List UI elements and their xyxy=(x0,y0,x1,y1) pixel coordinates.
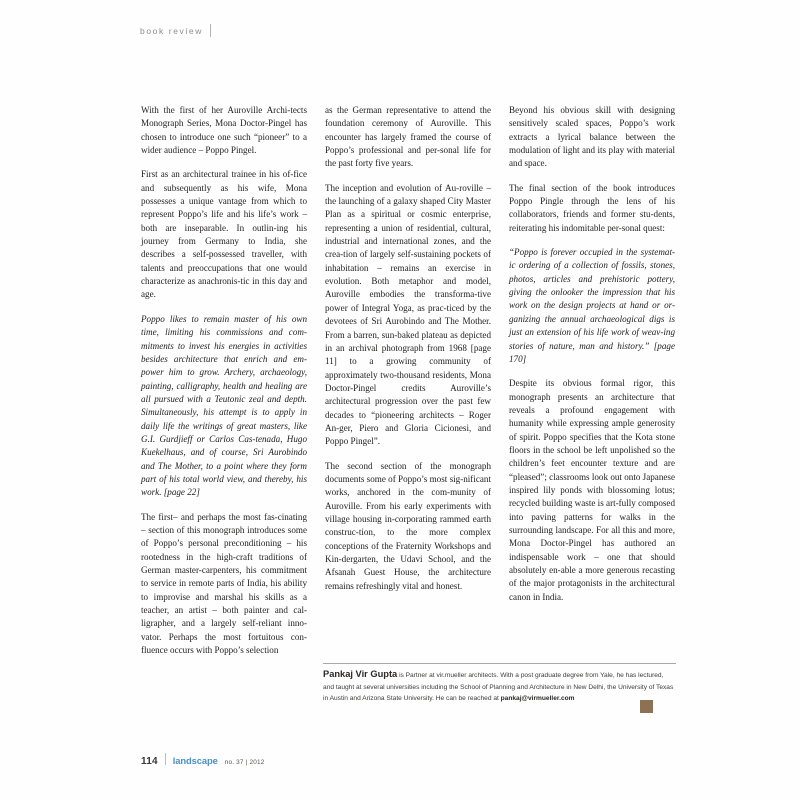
bio-description: is Partner at vir.mueller architects. With a post graduate degree from Yale, he has lectured, and taught at several universities including the School of Planning and Architecture in New Delhi, the University of Texas in Austin and Arizona State University. He can be reached at xyxy=(323,672,674,703)
bio-divider xyxy=(323,663,676,664)
text-column-2 xyxy=(325,104,491,657)
paragraph: First as an architectural trainee in his of-fice and subsequently as his wife, Mona possesses a unique vantage from which to represent Poppo’s life and his life’s work – both are inseparable. In outlin-ing his journey from Germany to India, she describes a self-possessed traveller, with talents and preoccupations that one would characterize as anachronis-tic in this day and age. xyxy=(141,169,307,300)
paragraph: The inception and evolution of Au-roville – the launching of a galaxy shaped City Master Plan as a spiritual or cosmic enterprise, representing a union of residential, cultural, industrial and international zones, and the crea-tion of largely self-sustaining pockets of inhabitation – remains an exercise in evolution. Both metaphor and model, Auroville embodies the transforma-tive power of Integral Yoga, as prac-ticed by the devotees of Sri Aurobindo and The Mother. From a barren, sun-baked plateau as depicted in an archival photograph from 1968 [page 11] to a growing community of approximately two-thousand residents, Mona Doctor-Pingel credits Auroville’s architectural progression over the past few decades to “pioneering architects – Roger An-ger, Piero and Gloria Cicionesi, and Poppo Pingel”. xyxy=(325,182,491,447)
paragraph: The first– and perhaps the most fas-cinating – section of this monograph introduces some of Poppo’s personal preconditioning – his rootedness in the high-craft traditions of German master-carpenters, his commitment to service in remote parts of India, his ability to improvise and marshal his skills as a teacher, an artist – both painter and cal-ligrapher, and a largely self-reliant inno-vator. Perhaps the most fortuitous con-fluence occurs with Poppo’s selection xyxy=(141,511,307,656)
bio-author-name: Pankaj Vir Gupta xyxy=(323,669,398,679)
paragraph: as the German representative to attend the foundation ceremony of Auroville. This encounter has largely framed the course of Poppo’s professional and per-sonal life for the past forty five years. xyxy=(325,105,491,169)
page-number: 114 xyxy=(141,756,158,767)
footer-divider xyxy=(165,753,166,765)
pull-quote: Poppo likes to remain master of his own time, limiting his commissions and com-mitments to invest his energies in activities besides architecture that enrich and em-power him to grow. Archery, archaeology, painting, calligraphy, health and healing are all pursued with a Teutonic zeal and depth. Simultaneously, his attempt is to apply in daily life the writings of great masters, like G.I. Gurdjieff or Carlos Cas-tenada, Hugo Kuekelhaus, and of course, Sri Aurobindo and The Mother, to a point where they form part of his total world view, and thereby, his work. [page 22] xyxy=(141,313,307,498)
bio-email[interactable]: pankaj@virmueller.com xyxy=(500,695,575,703)
text-column-1 xyxy=(141,104,307,657)
running-head-label: book review xyxy=(140,25,203,36)
page-footer xyxy=(141,752,265,767)
text-column-3 xyxy=(509,104,675,657)
paragraph: Despite its obvious formal rigor, this monograph presents an architecture that reveals a profound engagement with humanity while expressing ample generosity of spirit. Poppo specifies that the Kota stone floors in the school be left unpolished so the children’s feet encounter texture and are “pleased”; classrooms look out onto Japanese inspired lily ponds with blossoming lotus; recycled building waste is art-fully composed into paving patterns for walks in the surrounding landscape. For all this and more, Mona Doctor-Pingel has authored an indispensable work – one that should absolutely en-able a more generous recasting of the major protagonists in the architectural canon in India. xyxy=(509,378,675,602)
paragraph: Beyond his obvious skill with designing sensitively scaled spaces, Poppo’s work extracts a lyrical balance between the modulation of light and its play with material and space. xyxy=(509,105,675,169)
paragraph: The second section of the monograph documents some of Poppo’s most sig-nificant works, anchored in the com-munity of Auroville. From his early experiments with village housing in-corporating rammed earth construc-tion, to the more complex conceptions of the Fraternity Workshops and Kin-dergarten, the Udavi School, and the Afsanah Guest House, the architecture remains refreshingly vital and honest. xyxy=(325,460,491,591)
issue-info: no. 37 | 2012 xyxy=(224,759,265,766)
paragraph: The final section of the book introduces Poppo Pingle through the lens of his collaborators, friends and former stu-dents, reiterating his indomitable per-sonal quest: xyxy=(509,182,675,233)
article-columns xyxy=(141,104,676,657)
masthead-logo: landscape xyxy=(172,755,218,766)
pull-quote: “Poppo is forever occupied in the systemat-ic ordering of a collection of fossils, stones, photos, articles and prehistoric pottery, giving the onlooker the impression that his work on the design projects at hand or or-ganizing the annual archaeological digs is just an extension of his life work of weav-ing stories of nature, man and history.” [page 170] xyxy=(509,247,675,364)
bio-end-mark xyxy=(640,700,653,713)
paragraph: With the first of her Auroville Archi-tects Monograph Series, Mona Doctor-Pingel has chosen to introduce one such “pioneer” to a wider audience – Poppo Pingel. xyxy=(141,105,307,156)
author-bio xyxy=(323,663,676,705)
bio-text xyxy=(323,669,676,705)
running-head-divider xyxy=(210,24,211,37)
running-head xyxy=(140,24,211,37)
